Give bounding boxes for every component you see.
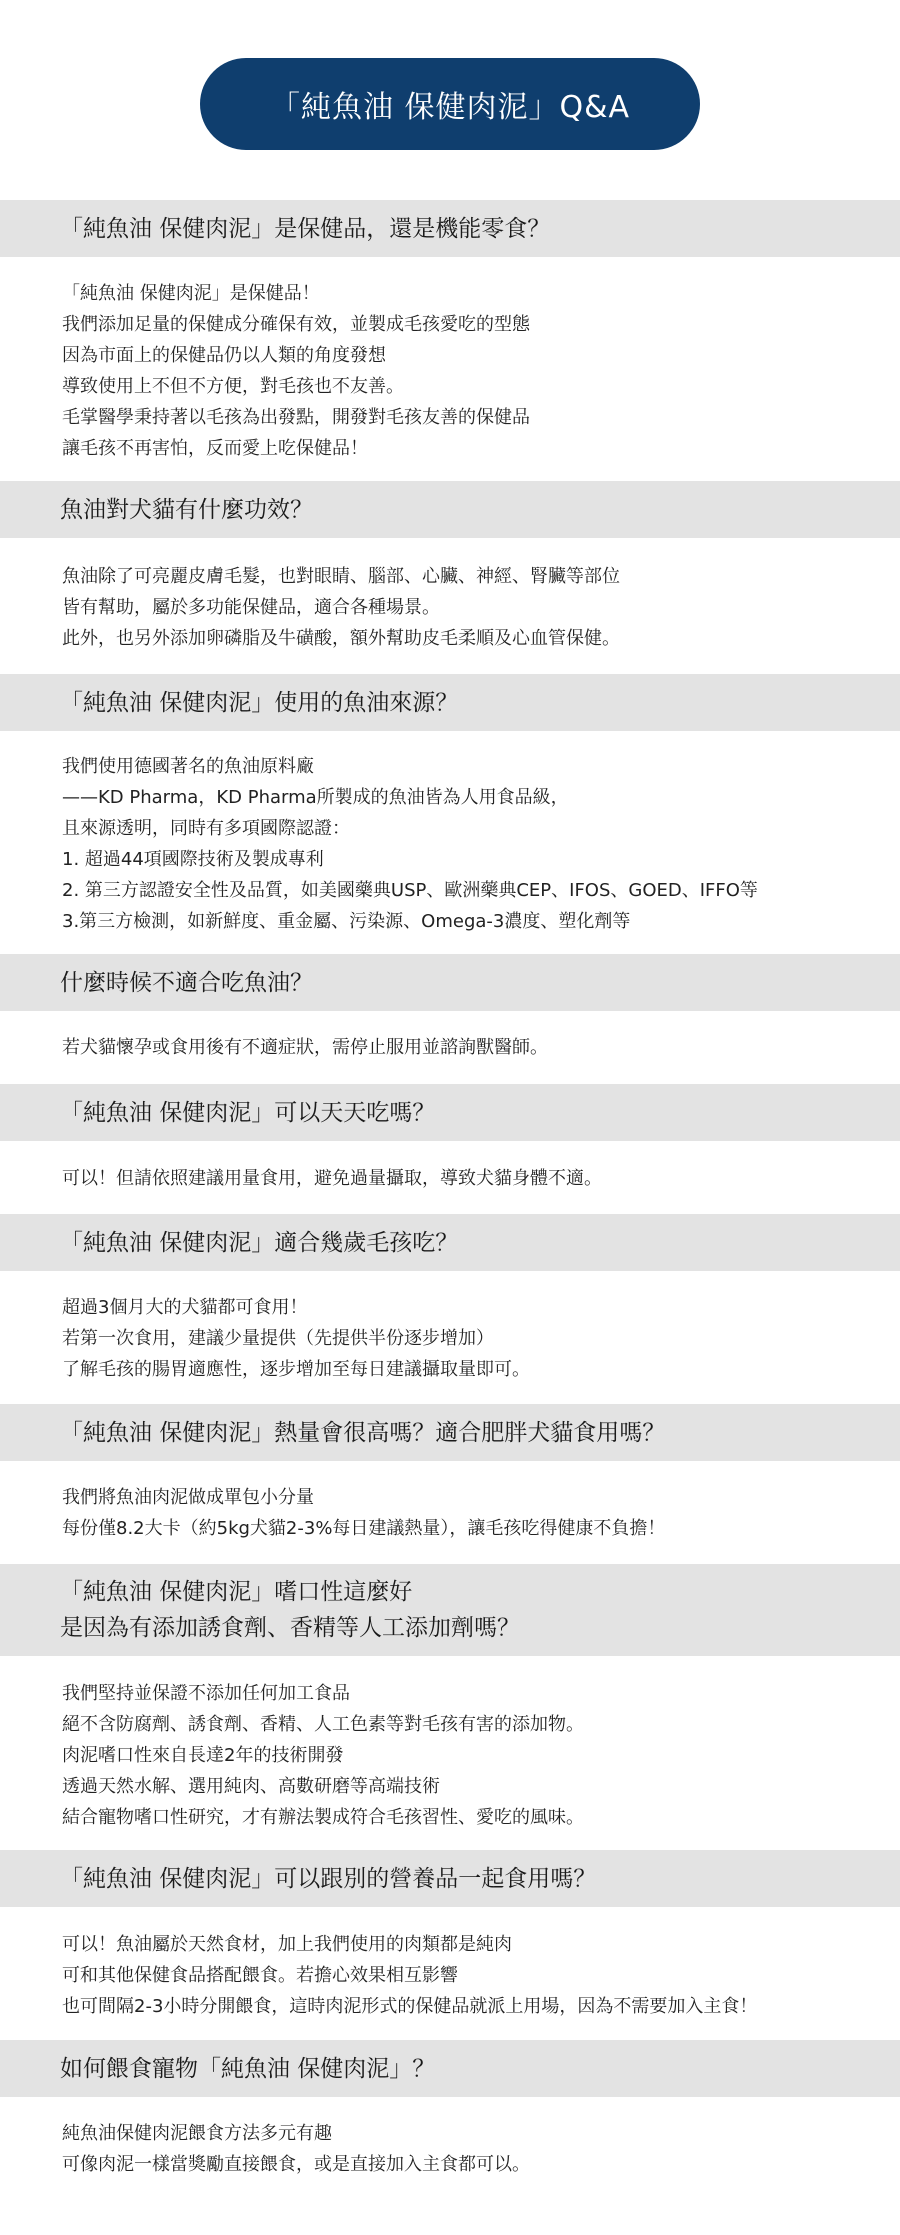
- question-text-8b: 是因為有添加誘食劑、香精等人工添加劑嗎？: [60, 1615, 520, 1641]
- answer-line: 我們堅持並保證不添加任何加工食品: [62, 1683, 350, 1704]
- question-text-10: 如何餵食寵物「純魚油 保健肉泥」？: [60, 2055, 436, 2082]
- question-bar-2: [0, 481, 900, 538]
- answer-line: 每份僅8.2大卡（約5kg犬貓2-3%每日建議熱量），讓毛孩吃得健康不負擔！: [62, 1518, 666, 1539]
- answer-line: 可以！魚油屬於天然食材，加上我們使用的肉類都是純肉: [62, 1934, 512, 1955]
- question-text-1: 「純魚油 保健肉泥」是保健品，還是機能零食？: [60, 215, 551, 242]
- answer-block-7: [62, 1482, 862, 1544]
- answer-block-2: [62, 561, 862, 654]
- answer-line: 「純魚油 保健肉泥」是保健品！: [62, 283, 320, 304]
- answer-line: 可以！但請依照建議用量食用，避免過量攝取，導致犬貓身體不適。: [62, 1168, 602, 1189]
- page-title: 「純魚油 保健肉泥」Q&A: [200, 58, 700, 150]
- answer-block-5: [62, 1163, 862, 1194]
- answer-line: 結合寵物嗜口性研究，才有辦法製成符合毛孩習性、愛吃的風味。: [62, 1807, 584, 1828]
- question-bar-8: [0, 1564, 900, 1656]
- answer-block-1: [62, 278, 862, 464]
- question-text-8: 「純魚油 保健肉泥」嗜口性這麼好: [60, 1579, 413, 1605]
- answer-line: 皆有幫助，屬於多功能保健品，適合各種場景。: [62, 597, 440, 618]
- answer-block-9: [62, 1929, 862, 2022]
- question-bar-5: [0, 1084, 900, 1141]
- question-text-7: 「純魚油 保健肉泥」熱量會很高嗎？適合肥胖犬貓食用嗎？: [60, 1419, 666, 1446]
- answer-line: 透過天然水解、選用純肉、高數研磨等高端技術: [62, 1776, 440, 1797]
- answer-line: ——KD Pharma，KD Pharma所製成的魚油皆為人用食品級，: [62, 787, 569, 808]
- answer-line: 若犬貓懷孕或食用後有不適症狀，需停止服用並諮詢獸醫師。: [62, 1037, 548, 1058]
- answer-line: 導致使用上不但不方便，對毛孩也不友善。: [62, 376, 404, 397]
- answer-line: 此外，也另外添加卵磷脂及牛磺酸，額外幫助皮毛柔順及心血管保健。: [62, 628, 620, 649]
- answer-line: 肉泥嗜口性來自長達2年的技術開發: [62, 1745, 344, 1766]
- answer-line: 我們使用德國著名的魚油原料廠: [62, 756, 314, 777]
- answer-block-10: [62, 2118, 862, 2180]
- question-bar-7: [0, 1404, 900, 1461]
- question-bar-4: [0, 954, 900, 1011]
- answer-block-8: [62, 1678, 862, 1833]
- question-text-6: 「純魚油 保健肉泥」適合幾歲毛孩吃？: [60, 1229, 459, 1256]
- question-text-5: 「純魚油 保健肉泥」可以天天吃嗎？: [60, 1099, 436, 1126]
- answer-line: 魚油除了可亮麗皮膚毛髮，也對眼睛、腦部、心臟、神經、腎臟等部位: [62, 566, 620, 587]
- answer-block-4: [62, 1032, 862, 1063]
- answer-line: 讓毛孩不再害怕，反而愛上吃保健品！: [62, 438, 368, 459]
- answer-line: 可像肉泥一樣當獎勵直接餵食，或是直接加入主食都可以。: [62, 2154, 530, 2175]
- answer-line: 超過3個月大的犬貓都可食用！: [62, 1297, 308, 1318]
- question-bar-1: [0, 200, 900, 257]
- question-bar-3: [0, 674, 900, 731]
- question-text-2: 魚油對犬貓有什麼功效？: [60, 496, 313, 523]
- question-text-4: 什麼時候不適合吃魚油？: [60, 969, 313, 996]
- answer-line: 絕不含防腐劑、誘食劑、香精、人工色素等對毛孩有害的添加物。: [62, 1714, 584, 1735]
- answer-line: 因為市面上的保健品仍以人類的角度發想: [62, 345, 386, 366]
- answer-line: 2. 第三方認證安全性及品質，如美國藥典USP、歐洲藥典CEP、IFOS、GOED、IFFO等: [62, 880, 758, 901]
- question-bar-10: [0, 2040, 900, 2097]
- answer-line: 1. 超過44項國際技術及製成專利: [62, 849, 324, 870]
- answer-line: 了解毛孩的腸胃適應性，逐步增加至每日建議攝取量即可。: [62, 1359, 530, 1380]
- question-bar-9: [0, 1850, 900, 1907]
- answer-line: 可和其他保健食品搭配餵食。若擔心效果相互影響: [62, 1965, 458, 1986]
- answer-line: 3.第三方檢測，如新鮮度、重金屬、污染源、Omega-3濃度、塑化劑等: [62, 911, 631, 932]
- answer-line: 我們將魚油肉泥做成單包小分量: [62, 1487, 314, 1508]
- answer-line: 毛掌醫學秉持著以毛孩為出發點，開發對毛孩友善的保健品: [62, 407, 530, 428]
- answer-line: 純魚油保健肉泥餵食方法多元有趣: [62, 2123, 332, 2144]
- answer-line: 且來源透明，同時有多項國際認證：: [62, 818, 350, 839]
- answer-line: 我們添加足量的保健成分確保有效，並製成毛孩愛吃的型態: [62, 314, 530, 335]
- question-bar-6: [0, 1214, 900, 1271]
- answer-block-3: [62, 751, 862, 937]
- answer-block-6: [62, 1292, 862, 1385]
- answer-line: 也可間隔2-3小時分開餵食，這時肉泥形式的保健品就派上用場，因為不需要加入主食！: [62, 1996, 758, 2017]
- question-text-9: 「純魚油 保健肉泥」可以跟別的營養品一起食用嗎？: [60, 1865, 597, 1892]
- question-text-3: 「純魚油 保健肉泥」使用的魚油來源？: [60, 689, 459, 716]
- answer-line: 若第一次食用，建議少量提供（先提供半份逐步增加）: [62, 1328, 494, 1349]
